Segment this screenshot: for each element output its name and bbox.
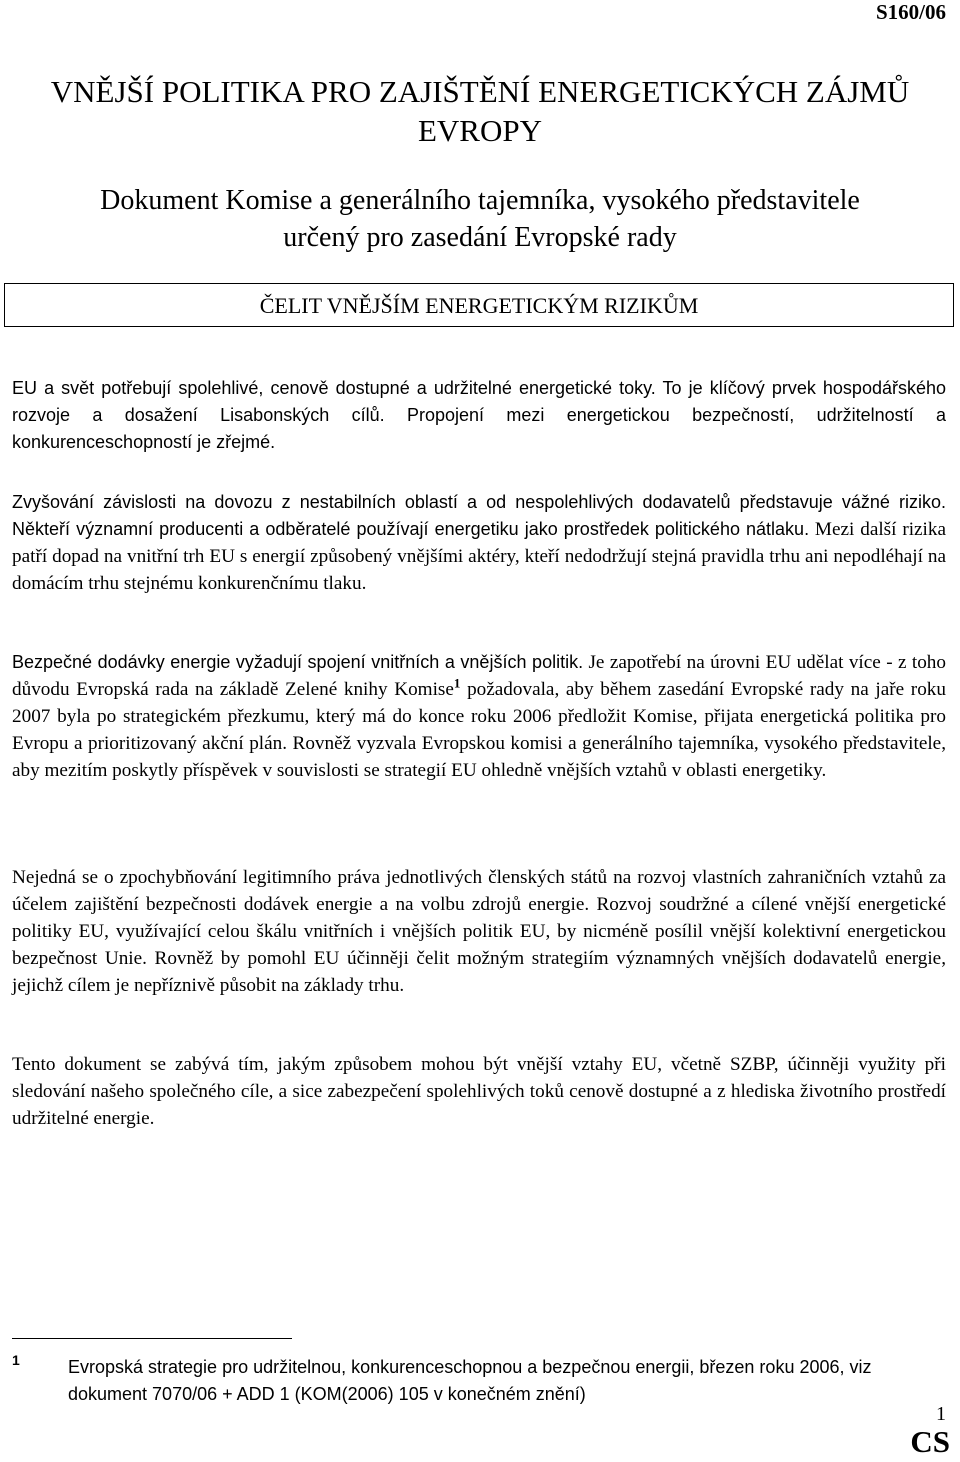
footnote-reference[interactable]: 1 (453, 675, 461, 691)
subtitle-line-1: Dokument Komise a generálního tajemníka, vysokého představitele (100, 185, 860, 216)
subtitle-line-2: určený pro zasedání Evropské rady (283, 222, 677, 253)
section-heading-box (4, 283, 954, 327)
language-code: CS (910, 1424, 950, 1459)
page-number: 1 (936, 1403, 946, 1425)
paragraph-2-text-b: Mezi další rizika patří dopad na vnitřní trh EU s energií způsobený vnějšími aktéry, kteří nedodržují stejná pravidla trhu ani nepodléhají na domácím trhu stejnému konkurenčnímu tlaku. (12, 519, 946, 594)
paragraph-3-text-a: Bezpečné dodávky energie vyžadují spojení vnitřních a vnějších politik. (12, 652, 584, 672)
paragraph-1 (12, 375, 946, 456)
footnote-divider (12, 1338, 292, 1339)
paragraph-3 (12, 649, 946, 784)
title-line-1: VNĚJŠÍ POLITIKA PRO ZAJIŠTĚNÍ ENERGETICKÝCH ZÁJMŮ (50, 74, 910, 109)
title-line-2: EVROPY (417, 113, 542, 148)
document-subtitle (0, 182, 960, 256)
paragraph-1-text: EU a svět potřebují spolehlivé, cenově dostupné a udržitelné energetické toky. To je klíčový prvek hospodářského rozvoje a dosažení Lisabonských cílů. Propojení mezi energetickou bezpečností, udržitelností a konkurenceschopností je zřejmé. (12, 378, 946, 452)
paragraph-2-text-a: Zvyšování závislosti na dovozu z nestabilních oblastí a od nespolehlivých dodavatelů představuje vážné riziko. Někteří významní producenti a odběratelé používají energetiku jako prostředek politického nátlaku. (12, 492, 946, 539)
paragraph-5 (12, 1051, 946, 1132)
paragraph-4 (12, 864, 946, 999)
footnote-number: 1 (12, 1352, 20, 1368)
paragraph-4-text: Nejedná se o zpochybňování legitimního práva jednotlivých členských států na rozvoj vlastních zahraničních vztahů za účelem zajištění bezpečnosti dodávek energie a na volbu zdrojů energie. Rozvoj soudržné a cílené vnější energetické politiky EU, využívající celou škálu vnitřních i vnějších politik EU, by nicméně posílil vnější kolektivní energetickou bezpečnost Unie. Rovněž by pomohl EU účinněji čelit možným strategiím významných vnějších dodavatelů energie, jejichž cílem je nepříznivě působit na základy trhu. (12, 867, 946, 996)
footnote-text: Evropská strategie pro udržitelnou, konkurenceschopnou a bezpečnou energii, březen roku 2006, viz dokument 7070/06 + ADD 1 (KOM(2006) 105 v konečném znění) (68, 1357, 872, 1404)
paragraph-3-text-c: požadovala, aby během zasedání Evropské rady na jaře roku 2007 byla po strategickém přezkumu, který má do konce roku 2006 předložit Komise, přijata energetická politika pro Evropu a prioritizovaný akční plán. Rovněž vyzvala Evropskou komisi a generálního tajemníka, vysokého představitele, aby mezitím poskytly příspěvek v souvislosti se strategií EU ohledně vnějších vztahů v oblasti energetiky. (12, 679, 946, 781)
paragraph-5-text: Tento dokument se zabývá tím, jakým způsobem mohou být vnější vztahy EU, včetně SZBP, účinněji využity při sledování našeho společného cíle, a sice zabezpečení spolehlivých toků cenově dostupné a z hlediska životního prostředí udržitelné energie. (12, 1054, 946, 1129)
document-title (0, 72, 960, 150)
paragraph-3-text-b: Je zapotřebí na úrovni EU udělat více - z toho důvodu Evropská rada na základě Zelené knihy Komise (12, 652, 946, 700)
section-heading: ČELIT VNĚJŠÍM ENERGETICKÝM RIZIKŮM (259, 293, 699, 318)
paragraph-2 (12, 489, 946, 597)
document-reference: S160/06 (875, 0, 946, 24)
